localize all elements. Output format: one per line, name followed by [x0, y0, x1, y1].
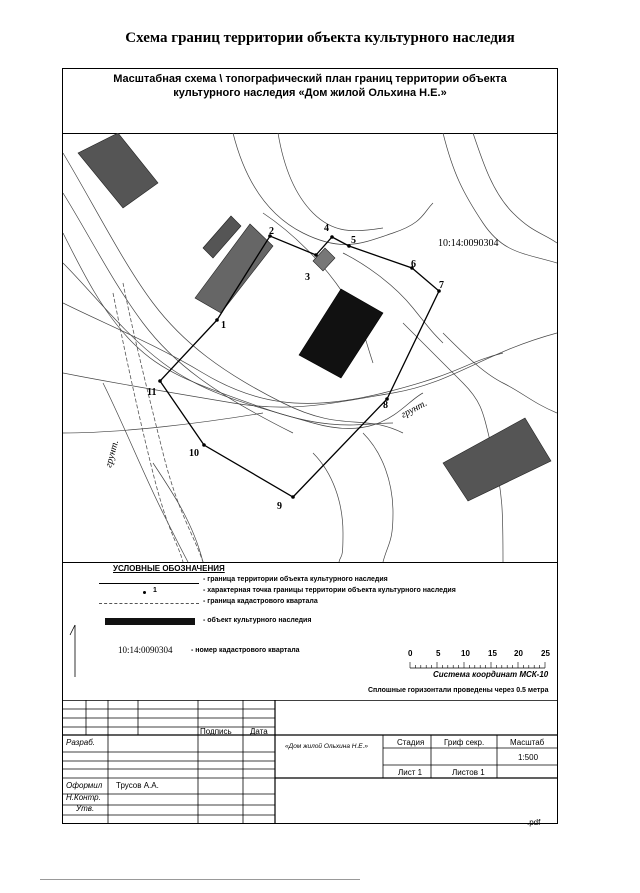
heritage-object: [299, 289, 383, 378]
cadastral-lines: [113, 283, 203, 562]
point-label-7: 7: [439, 280, 444, 291]
stamp-nkontr: Н.Контр.: [66, 793, 101, 802]
building-se: [443, 418, 551, 501]
point-label-5: 5: [351, 235, 356, 246]
stamp-masshtab: Масштаб: [510, 738, 545, 747]
header-line-1: Масштабная схема \ топографический план границ территории объекта: [113, 73, 507, 85]
point-label-4: 4: [324, 223, 329, 234]
pdf-mark: .pdf: [527, 818, 541, 827]
legend-object-text: - объект культурного наследия: [203, 617, 312, 624]
legend-point-number: 1: [153, 587, 157, 594]
contours-note: Сплошные горизонтали проведены через 0.5 метра: [368, 687, 549, 694]
point-label-2: 2: [269, 226, 274, 237]
boundary-points: [158, 234, 441, 499]
building-nw: [78, 133, 158, 208]
stamp-podpis: Подпись: [200, 727, 232, 736]
title-block: [63, 700, 557, 824]
scale-tick-10: 10: [461, 649, 470, 658]
stamp-masshtab-value: 1:500: [518, 753, 539, 762]
legend: [63, 562, 557, 701]
stamp-list: Лист 1: [398, 768, 423, 777]
road-label-right: грунт.: [399, 397, 430, 421]
point-label-6: 6: [411, 259, 416, 270]
scale-tick-15: 15: [488, 649, 497, 658]
point-label-11: 11: [147, 387, 157, 398]
building-n2: [195, 224, 273, 313]
legend-boundary-sample: [99, 583, 199, 584]
point-label-8: 8: [383, 400, 388, 411]
heritage-boundary: [160, 236, 439, 497]
scale-tick-25: 25: [541, 649, 550, 658]
legend-cadastral-sample: [99, 603, 199, 604]
stamp-listov: Листов 1: [452, 768, 485, 777]
legend-boundary-text: - граница территории объекта культурного наследия: [203, 576, 388, 583]
legend-point-sample: [143, 591, 146, 594]
legend-cadastral-number-text: - номер кадастрового квартала: [191, 647, 300, 654]
scale-tick-0: 0: [408, 649, 413, 658]
legend-point-text: - характерная точка границы территории объекта культурного наследия: [203, 587, 456, 594]
stamp-utv: Утв.: [76, 804, 95, 813]
legend-object-sample: [105, 618, 195, 625]
point-label-10: 10: [189, 448, 199, 459]
north-arrow-icon: [67, 617, 83, 679]
page-title: Схема границ территории объекта культурного наследия: [125, 30, 515, 46]
legend-cadastral-text: - граница кадастрового квартала: [203, 598, 318, 605]
stamp-object-name: «Дом жилой Ольхина Н.Е.»: [285, 743, 369, 750]
legend-title: УСЛОВНЫЕ ОБОЗНАЧЕНИЯ: [113, 564, 225, 573]
stamp-grif: Гриф секр.: [444, 738, 485, 747]
coord-system-label: Система координат МСК-10: [433, 670, 549, 679]
stamp-oformil-name: Трусов А.А.: [116, 781, 159, 790]
scale-tick-20: 20: [514, 649, 523, 658]
drawing-header: [63, 69, 557, 134]
topographic-map: [63, 133, 557, 562]
point-label-3: 3: [305, 272, 310, 283]
stamp-stadiya: Стадия: [397, 738, 425, 747]
stamp-data: Дата: [250, 727, 268, 736]
scale-tick-5: 5: [436, 649, 441, 658]
point-label-1: 1: [221, 320, 226, 331]
bottom-rule: [40, 879, 360, 880]
road-label-left: грунт.: [103, 438, 122, 469]
cadastral-number-label: 10:14:0090304: [438, 238, 499, 249]
stamp-oformil: Оформил: [66, 781, 103, 790]
building-small: [313, 248, 335, 271]
header-line-2: культурного наследия «Дом жилой Ольхина Н.Е.»: [173, 87, 447, 99]
scale-bar: [408, 660, 548, 670]
stamp-razrab: Разраб.: [66, 738, 95, 747]
point-label-9: 9: [277, 501, 282, 512]
legend-cadastral-number: 10:14:0090304: [118, 645, 173, 655]
